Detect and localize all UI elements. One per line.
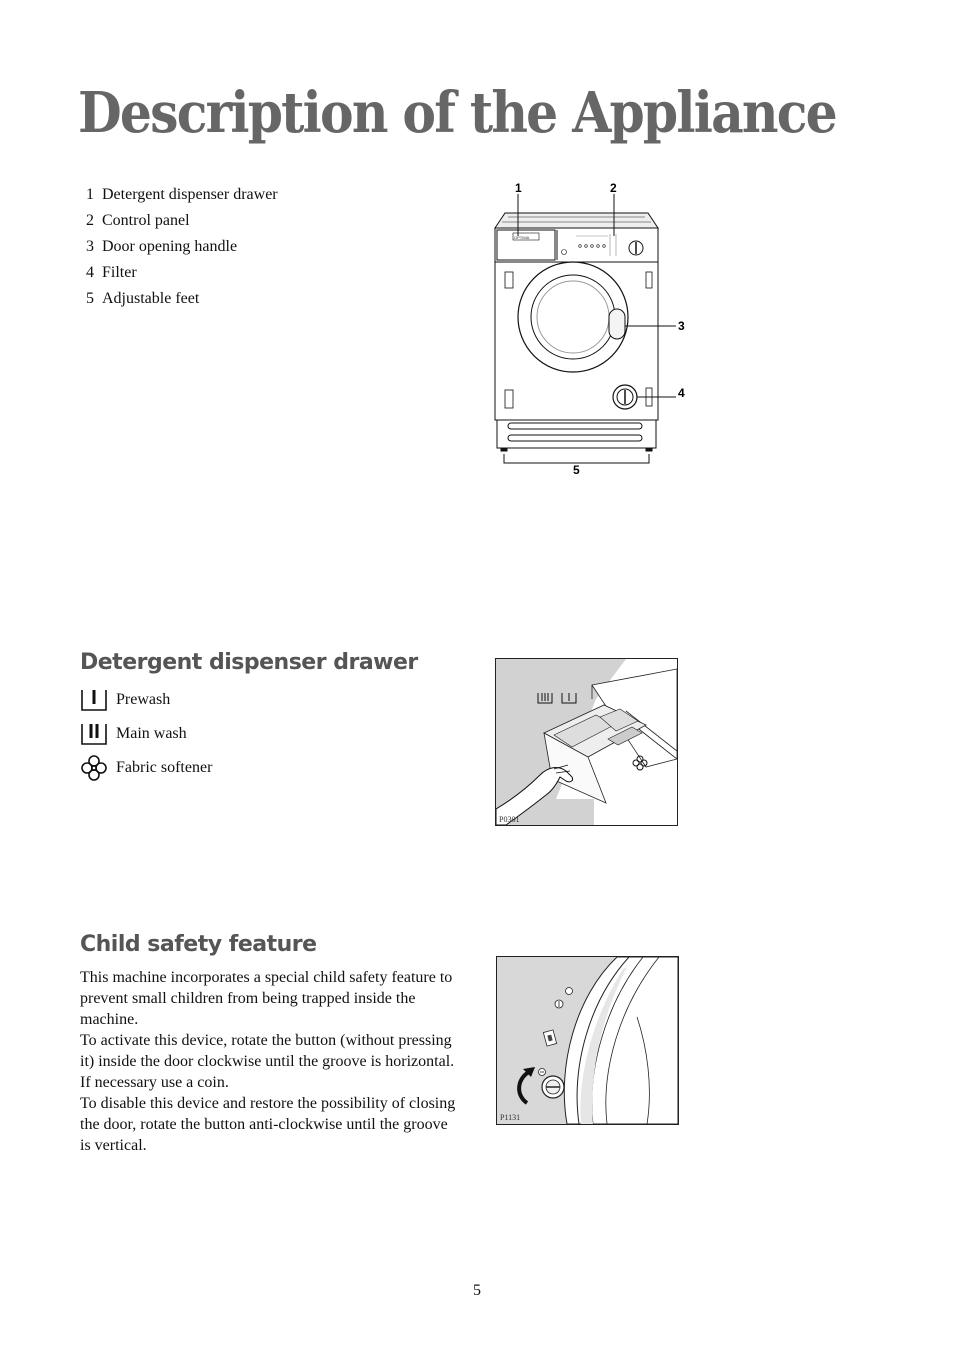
child-safety-illustration <box>496 956 679 1125</box>
diagram-label-2: 2 <box>610 181 617 195</box>
page-number: 5 <box>473 1282 481 1299</box>
part-number: 4 <box>86 264 94 281</box>
door-lock-image <box>497 957 678 1124</box>
list-item <box>80 683 212 717</box>
part-label: Detergent dispenser drawer <box>102 186 278 203</box>
part-number: 3 <box>86 238 94 255</box>
part-label: Control panel <box>102 212 190 229</box>
dispenser-heading: Detergent dispenser drawer <box>80 650 418 675</box>
diagram-label-4: 4 <box>678 386 685 400</box>
prewash-compartment-icon <box>80 687 108 713</box>
part-label: Door opening handle <box>102 238 238 255</box>
paragraph: To activate this device, rotate the button (without pressing it) inside the door clockwise until the groove is horizontal. If necessary use a coin. <box>80 1032 455 1091</box>
figure-code: P1131 <box>500 1113 521 1122</box>
main-wash-compartment-icon <box>80 721 108 747</box>
diagram-label-3: 3 <box>678 319 685 333</box>
dispenser-illustration <box>495 658 678 826</box>
list-item <box>80 717 212 751</box>
dispenser-drawer-image <box>496 659 677 825</box>
part-label: Filter <box>102 264 137 281</box>
legend-label: Main wash <box>116 725 187 742</box>
parts-list <box>86 182 278 312</box>
dispenser-legend <box>80 683 212 785</box>
child-safety-heading: Child safety feature <box>80 932 317 957</box>
part-label: Adjustable feet <box>102 290 200 307</box>
list-item <box>86 260 278 286</box>
part-number: 2 <box>86 212 94 229</box>
list-item <box>86 208 278 234</box>
list-item <box>86 234 278 260</box>
appliance-diagram <box>488 176 688 480</box>
brand-mark: OPTIMA <box>514 235 530 240</box>
diagram-label-1: 1 <box>515 181 522 195</box>
part-number: 5 <box>86 290 94 307</box>
list-item <box>86 286 278 312</box>
part-number: 1 <box>86 186 94 203</box>
legend-label: Prewash <box>116 691 171 708</box>
fabric-softener-flower-icon <box>80 755 108 781</box>
paragraph: This machine incorporates a special child safety feature to prevent small children from being trapped inside the machine. <box>80 969 453 1028</box>
paragraph: To disable this device and restore the possibility of closing the door, rotate the button anti-clockwise until the groove is vertical. <box>80 1095 456 1154</box>
page-title: Description of the Appliance <box>78 80 836 146</box>
list-item <box>80 751 212 785</box>
figure-code: P0301 <box>499 815 520 824</box>
list-item <box>86 182 278 208</box>
diagram-label-5: 5 <box>573 463 580 477</box>
child-safety-text <box>80 967 460 1156</box>
legend-label: Fabric softener <box>116 759 213 776</box>
